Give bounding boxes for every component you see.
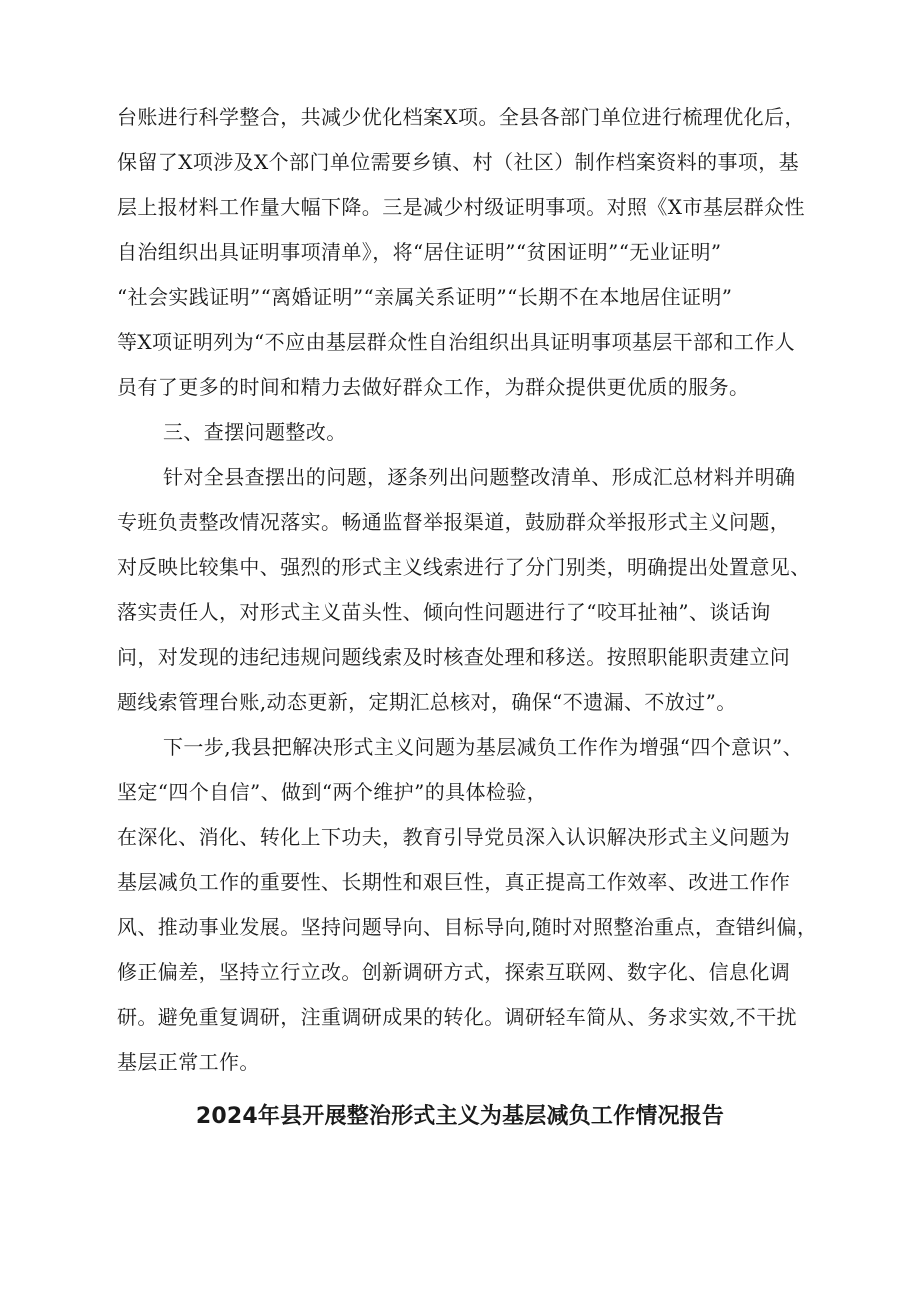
body-line: 落实责任人，对形式主义苗头性、倾向性问题进行了“咬耳扯袖”、谈话询 bbox=[117, 600, 771, 624]
body-line: 下一步,我县把解决形式主义问题为基层减负工作作为增强“四个意识”、 bbox=[163, 735, 804, 759]
body-line: 问，对发现的违纪违规问题线索及时核查处理和移送。按照职能职责建立问 bbox=[117, 645, 791, 669]
body-line: 员有了更多的时间和精力去做好群众工作，为群众提供更优质的服务。 bbox=[117, 375, 750, 399]
body-line: “社会实践证明”“离婚证明”“亲属关系证明”“长期不在本地居住证明” bbox=[117, 285, 733, 309]
body-line: 自治组织出具证明事项清单》，将“居住证明”“贫困证明”“无业证明” bbox=[117, 240, 722, 264]
body-line: 题线索管理台账,动态更新，定期汇总核对，确保“不遗漏、不放过”。 bbox=[117, 690, 737, 714]
body-line: 专班负责整改情况落实。畅通监督举报渠道，鼓励群众举报形式主义问题， bbox=[117, 510, 791, 534]
body-line: 风、推动事业发展。坚持问题导向、目标导向,随时对照整治重点，查错纠偏， bbox=[117, 915, 818, 939]
body-line: 研。避免重复调研，注重调研成果的转化。调研轻车简从、务求实效,不干扰 bbox=[117, 1005, 797, 1029]
body-line: 针对全县查摆出的问题，逐条列出问题整改清单、形成汇总材料并明确 bbox=[163, 465, 796, 489]
body-line: 基层正常工作。 bbox=[117, 1050, 260, 1074]
body-line: 台账进行科学整合，共减少优化档案X项。全县各部门单位进行梳理优化后， bbox=[117, 105, 805, 129]
body-line: 对反映比较集中、强烈的形式主义线索进行了分门别类，明确提出处置意见、 bbox=[117, 555, 811, 579]
body-line: 层上报材料工作量大幅下降。三是减少村级证明事项。对照《X市基层群众性 bbox=[117, 195, 805, 219]
body-line: 基层减负工作的重要性、长期性和艰巨性，真正提高工作效率、改进工作作 bbox=[117, 870, 791, 894]
body-line: 等X项证明列为“不应由基层群众性自治组织出具证明事项基层干部和工作人 bbox=[117, 330, 796, 354]
body-line: 保留了X项涉及X个部门单位需要乡镇、村（社区）制作档案资料的事项，基 bbox=[117, 150, 800, 174]
body-line: 修正偏差，坚持立行立改。创新调研方式，探索互联网、数字化、信息化调 bbox=[117, 960, 791, 984]
report-title: 2024年县开展整治形式主义为基层减负工作情况报告 bbox=[195, 1104, 725, 1129]
section-heading: 三、查摆问题整改。 bbox=[163, 420, 347, 444]
body-line: 坚定“四个自信”、做到“两个维护”的具体检验， bbox=[117, 780, 548, 804]
body-line: 在深化、消化、转化上下功夫，教育引导党员深入认识解决形式主义问题为 bbox=[117, 825, 791, 849]
